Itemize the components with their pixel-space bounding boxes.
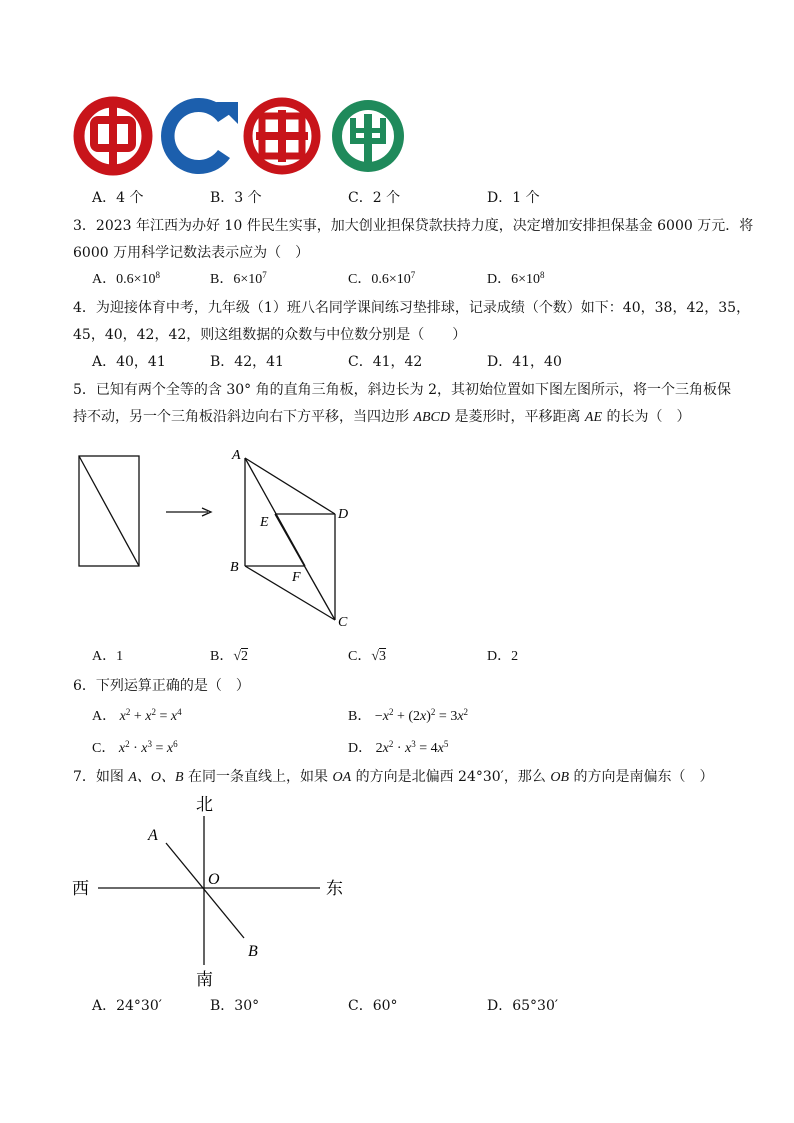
q4-option-b: B．42，41 xyxy=(210,354,284,370)
q7-label-a: A xyxy=(148,827,158,844)
q3-option-a: A．$0.6\times 10^8$ xyxy=(92,270,161,287)
q2-option-d: D．1 个 xyxy=(487,190,540,206)
q5-initial-diagonal xyxy=(79,456,139,566)
bank-logos xyxy=(70,96,415,178)
q7-option-c: C．60° xyxy=(348,998,398,1014)
q3-stem-line2: 6000 万用科学记数法表示应为（ ） xyxy=(73,245,310,261)
bank-of-china-logo xyxy=(79,100,147,172)
q2-option-b: B．3 个 xyxy=(210,190,262,206)
q3-stem-line1: 3．2023 年江西为办好 10 件民生实事，加大创业担保贷款扶持力度，决定增加安排担保基金 6000 万元．将 xyxy=(73,218,754,234)
q4-option-a: A．40，41 xyxy=(92,354,166,370)
q5-option-d: D．2 xyxy=(487,649,519,664)
q7-stem: 7．如图 A、O、B 在同一条直线上，如果 OA 的方向是北偏西 24°30′，那么 OB 的方向是南偏东（ ） xyxy=(73,769,714,785)
q2-option-c: C．2 个 xyxy=(348,190,401,206)
icbc-logo xyxy=(248,102,316,170)
ccb-logo xyxy=(161,98,238,174)
q3-option-d: D．$6\times 10^8$ xyxy=(487,270,545,287)
q5-label-d: D xyxy=(338,507,349,522)
q7-option-b: B．30° xyxy=(210,998,260,1014)
q2-option-a: A．4 个 xyxy=(92,190,144,206)
q7-option-a: A．24°30′ xyxy=(92,998,162,1014)
q5-label-b: B xyxy=(230,560,239,575)
q5-rhombus-figure xyxy=(245,458,335,620)
q5-label-e: E xyxy=(260,515,269,530)
q7-south-label: 南 xyxy=(196,970,213,989)
abc-logo xyxy=(332,100,404,172)
q4-option-c: C．41，42 xyxy=(348,354,423,370)
q3-option-b: B．$6\times 10^7$ xyxy=(210,270,267,287)
q6-option-d: D． $2x^2 \cdot x^3 = 4x^5$ xyxy=(348,739,449,756)
q6-stem: 6．下列运算正确的是（ ） xyxy=(73,678,250,694)
q5-label-f: F xyxy=(292,570,301,585)
q7-compass-figure xyxy=(70,790,360,990)
q4-option-d: D．41，40 xyxy=(487,354,562,370)
q6-option-c: C． $x^2 \cdot x^3 = x^6$ xyxy=(92,739,178,756)
q7-label-o: O xyxy=(208,871,220,888)
q5-figure xyxy=(70,440,370,635)
q6-option-b: B． $-x^2 + (2x)^2 = 3x^2$ xyxy=(348,707,469,724)
q5-stem-line2: 持不动，另一个三角板沿斜边向右下方平移，当四边形 ABCD 是菱形时，平移距离 AE 的长为（ ） xyxy=(73,409,691,425)
q5-option-a: A．1 xyxy=(92,649,124,664)
q3-option-c: C．$0.6\times 10^7$ xyxy=(348,270,416,287)
q5-stem-line1: 5．已知有两个全等的含 30° 角的直角三角板，斜边长为 2，其初始位置如下图左图所示，将一个三角板保 xyxy=(73,382,731,398)
q5-option-b: B．√2 xyxy=(210,649,249,664)
q7-east-label: 东 xyxy=(326,879,343,898)
q7-label-b: B xyxy=(248,943,258,960)
q7-north-label: 北 xyxy=(196,795,213,814)
q6-option-a: A． $x^2 + x^2 = x^4$ xyxy=(92,707,182,724)
q7-ab-line xyxy=(166,843,244,938)
q4-stem-line2: 45，40，42，42，则这组数据的众数与中位数分别是（ ） xyxy=(73,327,467,343)
q4-stem-line1: 4．为迎接体育中考，九年级（1）班八名同学课间练习垫排球，记录成绩（个数）如下：40，38，42，35， xyxy=(73,300,751,316)
q5-label-a: A xyxy=(232,448,241,463)
q5-label-c: C xyxy=(338,615,348,630)
q7-west-label: 西 xyxy=(72,879,89,898)
q5-option-c: C．√3 xyxy=(348,649,387,664)
q7-option-d: D．65°30′ xyxy=(487,998,559,1014)
